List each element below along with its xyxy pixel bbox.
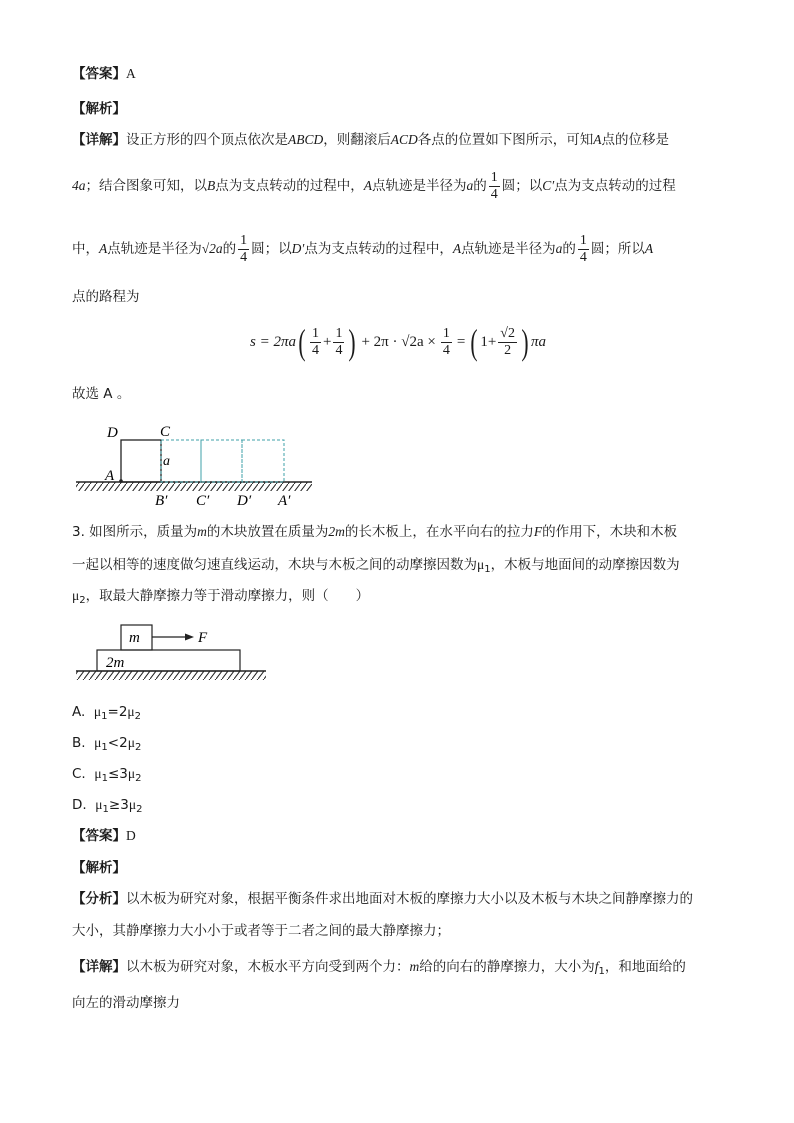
frac-den: 4 <box>442 342 450 358</box>
fraction-quarter <box>238 233 249 266</box>
option-rel: =2 <box>107 704 128 720</box>
frac-num: 1 <box>442 325 450 341</box>
block-board-figure <box>72 615 272 687</box>
text: 以木板为研究对象，根据平衡条件求出地面对木板的摩擦力大小以及木板与木块之间静摩擦力的 <box>126 891 693 907</box>
text: 3. 如图所示，质量为 <box>72 524 198 540</box>
label-d: D <box>107 425 118 441</box>
frac-num: 1 <box>311 325 319 341</box>
text: 点为支点转动的过程 <box>554 178 676 194</box>
var-mu: μ <box>127 735 135 750</box>
text: 给的向右的静摩擦力，大小为 <box>419 959 595 975</box>
label-a: A <box>105 468 115 484</box>
option-c[interactable] <box>72 764 141 789</box>
frac-den: 4 <box>240 249 248 265</box>
label-c: C <box>160 424 171 440</box>
text: 点轨迹是半径为 <box>372 178 467 194</box>
option-d[interactable] <box>72 795 142 820</box>
frac-den: 4 <box>335 342 343 358</box>
point-a <box>119 479 123 483</box>
var-c-prime: C′ <box>542 178 555 193</box>
fraction-quarter <box>333 326 344 359</box>
formula-eq: = <box>456 333 466 350</box>
var-a-radius: a <box>466 178 474 193</box>
label-b-prime: B′ <box>155 493 168 509</box>
detail-line-4: 点的路程为 <box>72 289 140 305</box>
text: ，则翻滚后 <box>323 132 391 148</box>
var-m: m <box>409 959 420 974</box>
var-f1: f <box>594 959 599 974</box>
sub-1: 1 <box>101 773 108 784</box>
var-a: A <box>363 178 372 193</box>
var-f: F <box>533 524 543 539</box>
detail-tag: 【详解】 <box>72 132 126 148</box>
sub-1: 1 <box>101 711 108 722</box>
rolling-square-figure <box>72 420 322 512</box>
option-b[interactable] <box>72 733 141 758</box>
label-2m: 2m <box>106 655 125 671</box>
answer-line-q2 <box>72 64 136 84</box>
frac-den: 4 <box>311 342 319 358</box>
option-letter: C. <box>72 766 86 782</box>
var-2m: 2m <box>328 524 345 539</box>
sub-2: 2 <box>136 804 143 815</box>
formula-mid: + 2π · √2a × <box>361 333 436 350</box>
text: 一起以相等的速度做匀速直线运动，木块与木板之间的动摩擦因数为 <box>72 557 477 573</box>
frac-den: 2 <box>504 342 512 358</box>
option-a[interactable] <box>72 702 141 727</box>
text: 的作用下，木块和木板 <box>542 524 678 540</box>
text: 点轨迹是半径为 <box>107 241 202 257</box>
left-paren: ( <box>470 322 478 362</box>
sub-1: 1 <box>101 742 108 753</box>
var-mu: μ <box>127 704 135 719</box>
label-m: m <box>129 630 140 646</box>
var-mu: μ <box>94 735 102 750</box>
text: 设正方形的四个顶点依次是 <box>126 132 288 148</box>
sub-2: 2 <box>135 773 142 784</box>
text: 的 <box>222 241 237 257</box>
var-sqrt2a: √2a <box>201 241 223 256</box>
q3-stem-line-1 <box>72 522 677 542</box>
var-a: A <box>99 241 108 256</box>
frac-num: 1 <box>240 232 248 248</box>
option-letter: A. <box>72 704 86 720</box>
option-letter: D. <box>72 797 87 813</box>
text: ，和地面给的 <box>604 959 686 975</box>
fraction-sqrt2-over-2 <box>498 326 517 359</box>
sub-1: 1 <box>484 564 491 575</box>
sub-1: 1 <box>598 966 605 977</box>
var-a: A <box>593 132 602 147</box>
formula-pia: πa <box>530 333 546 350</box>
frac-num: 1 <box>335 325 343 341</box>
q3-stem-line-3 <box>72 586 369 611</box>
text: 以木板为研究对象，木板水平方向受到两个力： <box>126 959 410 975</box>
fraction-quarter <box>489 170 500 203</box>
var-acd: ACD <box>390 132 418 147</box>
frac-den: 4 <box>579 249 587 265</box>
detail-line-1 <box>72 130 669 150</box>
fenxi-line-1 <box>72 889 693 909</box>
var-a: A <box>644 241 654 256</box>
var-m: m <box>197 524 207 539</box>
answer-line-q3 <box>72 826 136 846</box>
text: 的长木板上，在水平向右的拉力 <box>344 524 534 540</box>
option-rel: <2 <box>107 735 128 751</box>
text: 的 <box>473 178 487 194</box>
sub-2: 2 <box>79 595 86 606</box>
label-side-a: a <box>163 454 170 469</box>
dashed-square-3 <box>242 440 284 482</box>
answer-value: D <box>126 828 136 843</box>
text: 的 <box>562 241 576 257</box>
path-formula <box>250 318 546 366</box>
text: 点轨迹是半径为 <box>461 241 556 257</box>
ground-hatch <box>76 671 266 680</box>
right-paren: ) <box>521 322 529 362</box>
label-a-prime: A′ <box>278 493 291 509</box>
fraction-quarter <box>578 233 589 266</box>
frac-num: √2 <box>500 325 515 341</box>
label-c-prime: C′ <box>196 493 210 509</box>
var-mu: μ <box>94 766 102 781</box>
label-d-prime: D′ <box>237 493 252 509</box>
var-a-radius: a <box>555 241 563 256</box>
text: ；结合图象可知，以 <box>85 178 207 194</box>
var-4a: 4a <box>72 178 86 193</box>
var-mu: μ <box>127 766 136 781</box>
frac-num: 1 <box>579 232 587 248</box>
sub-1: 1 <box>102 804 109 815</box>
analysis-tag: 【解析】 <box>72 101 126 117</box>
text: 点为支点转动的过程中， <box>304 241 453 257</box>
text: ，木板与地面间的动摩擦因数为 <box>490 557 680 573</box>
text: 中， <box>72 241 99 257</box>
answer-tag: 【答案】 <box>72 66 126 82</box>
square-abcd <box>121 440 161 482</box>
text: ，取最大静摩擦力等于滑动摩擦力，则（ ） <box>85 588 370 604</box>
conclusion-line: 故选 A 。 <box>72 386 131 402</box>
frac-num: 1 <box>490 169 498 185</box>
text: 圆；所以 <box>590 241 645 257</box>
plus-sign: + <box>322 333 332 350</box>
text: 各点的位置如下图所示，可知 <box>417 132 594 148</box>
detail-line-3 <box>72 229 653 269</box>
var-mu: μ <box>93 704 102 719</box>
var-mu: μ <box>128 797 137 812</box>
var-mu: μ <box>477 557 485 572</box>
sub-2: 2 <box>134 742 142 753</box>
var-abcd: ABCD <box>288 132 324 147</box>
right-paren: ) <box>348 322 357 362</box>
fraction-quarter <box>441 326 452 359</box>
detail-tag: 【详解】 <box>72 959 126 975</box>
frac-den: 4 <box>490 186 498 202</box>
formula-one: 1+ <box>480 333 497 350</box>
q3-detail-line-2: 向左的滑动摩擦力 <box>72 995 180 1011</box>
var-mu: μ <box>72 588 80 603</box>
fenxi-tag: 【分析】 <box>72 891 126 907</box>
q3-detail-line-1 <box>72 957 686 982</box>
label-f: F <box>198 630 208 646</box>
text: 点的位移是 <box>601 132 669 148</box>
var-b: B <box>207 178 216 193</box>
answer-tag: 【答案】 <box>72 828 126 844</box>
dashed-square-2 <box>201 440 242 482</box>
option-rel: ≥3 <box>108 797 129 813</box>
left-paren: ( <box>298 322 306 362</box>
analysis-tag: 【解析】 <box>72 860 126 876</box>
fraction-quarter <box>310 326 321 359</box>
arrow-head <box>185 634 194 641</box>
text: 的木块放置在质量为 <box>206 524 329 540</box>
text: 圆；以 <box>251 241 292 257</box>
var-a: A <box>452 241 462 256</box>
sub-2: 2 <box>134 711 142 722</box>
var-mu: μ <box>95 797 103 812</box>
option-letter: B. <box>72 735 86 751</box>
formula-s: s = 2πa <box>250 333 296 350</box>
answer-value: A <box>126 66 136 81</box>
var-d-prime: D′ <box>291 241 305 256</box>
text: 点为支点转动的过程中， <box>215 178 364 194</box>
detail-line-2 <box>72 166 676 206</box>
fenxi-line-2: 大小，其静摩擦力大小小于或者等于二者之间的最大静摩擦力； <box>72 923 450 939</box>
text: 圆；以 <box>501 178 543 194</box>
option-rel: ≤3 <box>107 766 128 782</box>
q3-stem-line-2 <box>72 555 680 580</box>
